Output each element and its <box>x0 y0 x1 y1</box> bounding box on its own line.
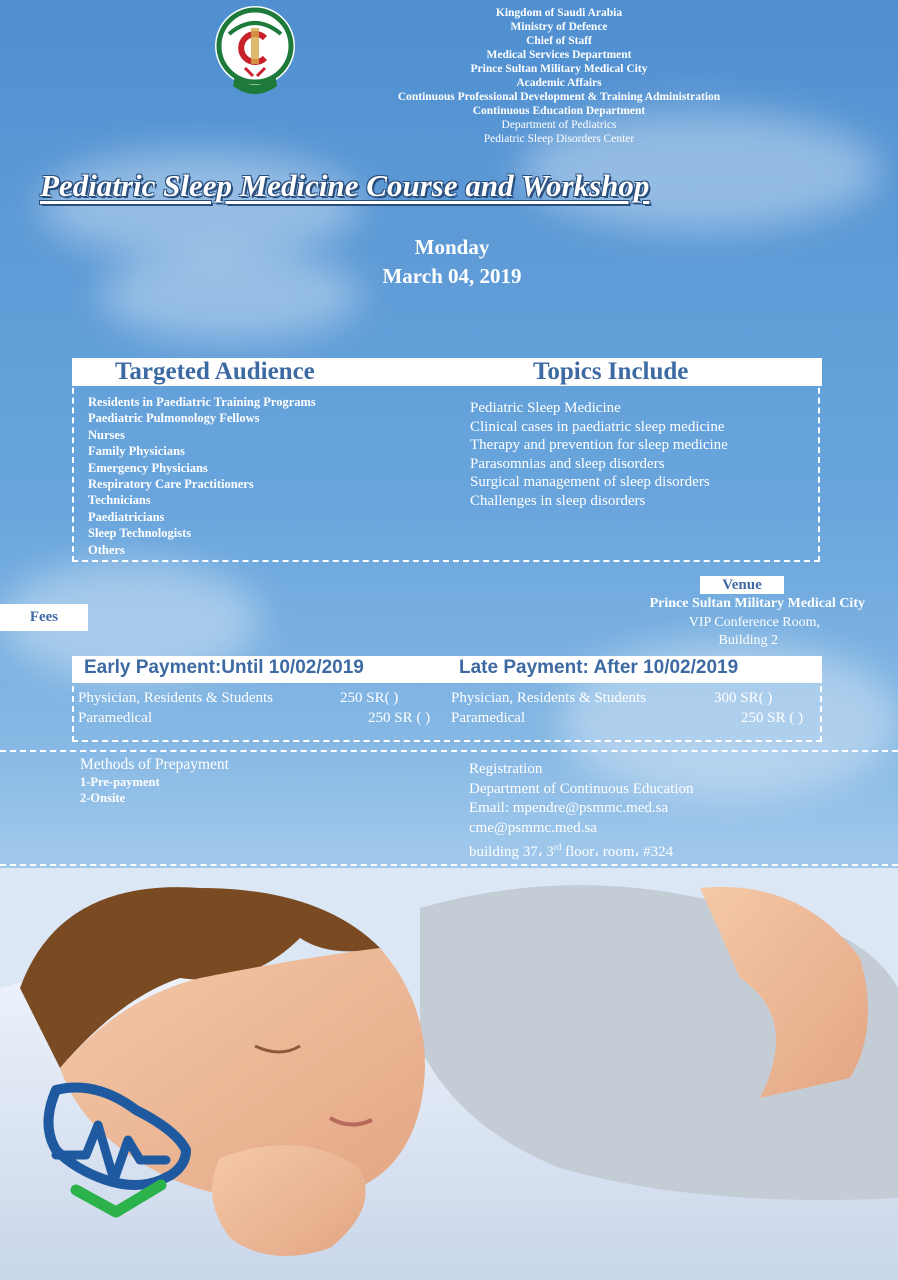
venue-building: Building 2 <box>718 633 778 648</box>
late-row-price: 250 SR ( ) <box>741 710 804 726</box>
registration-email-2[interactable]: cme@psmmc.med.sa <box>469 819 597 836</box>
venue-room: VIP Conference Room, <box>688 615 820 630</box>
topics-list <box>470 399 728 511</box>
audience-item: Family Physicians <box>88 444 185 459</box>
venue-label: Venue <box>700 576 784 594</box>
prepayment-item: 2-Onsite <box>80 791 126 805</box>
audience-item: Residents in Paediatric Training Programs <box>88 395 316 409</box>
prepayment-item: 1-Pre-payment <box>80 775 160 789</box>
audience-item: Technicians <box>88 493 151 508</box>
dashed-divider <box>0 750 898 752</box>
early-row-price: 250 SR( ) <box>340 690 399 706</box>
course-title: Pediatric Sleep Medicine Course and Workshop <box>40 168 650 203</box>
audience-item: Nurses <box>88 427 125 442</box>
prepayment-title: Methods of Prepayment <box>80 756 229 773</box>
late-row-label: Physician, Residents & Students <box>451 690 646 706</box>
org-line: Department of Pediatrics <box>501 119 617 131</box>
course-day: Monday <box>414 235 490 259</box>
audience-item: Sleep Technologists <box>88 526 192 541</box>
fees-label: Fees <box>0 604 88 631</box>
organization-lines <box>330 6 788 146</box>
address-part: floor، room، #324 <box>561 844 674 860</box>
dashed-divider <box>0 864 898 866</box>
registration-address <box>469 838 694 863</box>
early-row-label: Physician, Residents & Students <box>78 690 273 706</box>
early-payment-title: Early Payment:Until 10/02/2019 <box>84 657 364 678</box>
audience-item: Others <box>88 542 125 557</box>
topic-item: Challenges in sleep disorders <box>470 492 646 509</box>
audience-item: Emergency Physicians <box>88 460 208 475</box>
org-line: Medical Services Department <box>486 49 632 61</box>
registration-email[interactable]: Email: mpendre@psmmc.med.sa <box>469 800 669 816</box>
early-row-label: Paramedical <box>78 710 153 726</box>
topic-item: Parasomnias and sleep disorders <box>470 455 665 472</box>
health-logo <box>36 1080 196 1220</box>
late-row-label: Paramedical <box>451 710 526 726</box>
org-line: Continuous Professional Development & Training Administration <box>397 91 721 103</box>
address-part: building 37، 3 <box>469 844 554 860</box>
topic-item: Pediatric Sleep Medicine <box>470 400 621 416</box>
org-line: Chief of Staff <box>526 35 592 47</box>
topics-title: Topics Include <box>533 358 689 385</box>
course-date: March 04, 2019 <box>382 264 522 288</box>
audience-item: Paediatricians <box>88 509 165 524</box>
topic-item: Surgical management of sleep disorders <box>470 474 710 491</box>
topic-item: Clinical cases in paediatric sleep medicine <box>470 418 725 435</box>
audience-item: Paediatric Pulmonology Fellows <box>88 411 260 426</box>
registration-title: Registration <box>469 761 543 777</box>
audience-list <box>88 394 316 558</box>
registration-block <box>469 760 694 863</box>
org-line: Pediatric Sleep Disorders Center <box>483 133 635 145</box>
venue-name: Prince Sultan Military Medical City <box>649 596 865 611</box>
org-line: Kingdom of Saudi Arabia <box>495 7 623 19</box>
registration-department: Department of Continuous Education <box>469 780 694 797</box>
prepayment-list <box>80 774 160 806</box>
audience-item: Respiratory Care Practitioners <box>88 477 254 492</box>
org-line: Ministry of Defence <box>510 21 608 33</box>
late-row-price: 300 SR( ) <box>714 690 773 706</box>
late-payment-title: Late Payment: After 10/02/2019 <box>459 657 739 678</box>
address-superscript: rd <box>553 842 562 852</box>
topic-item: Therapy and prevention for sleep medicine <box>470 437 728 454</box>
org-line: Academic Affairs <box>516 77 602 89</box>
org-line: Continuous Education Department <box>472 105 646 117</box>
ministry-emblem-logo <box>205 4 305 100</box>
early-row-price: 250 SR ( ) <box>368 710 431 726</box>
audience-title: Targeted Audience <box>115 358 315 385</box>
org-line: Prince Sultan Military Medical City <box>470 63 648 75</box>
